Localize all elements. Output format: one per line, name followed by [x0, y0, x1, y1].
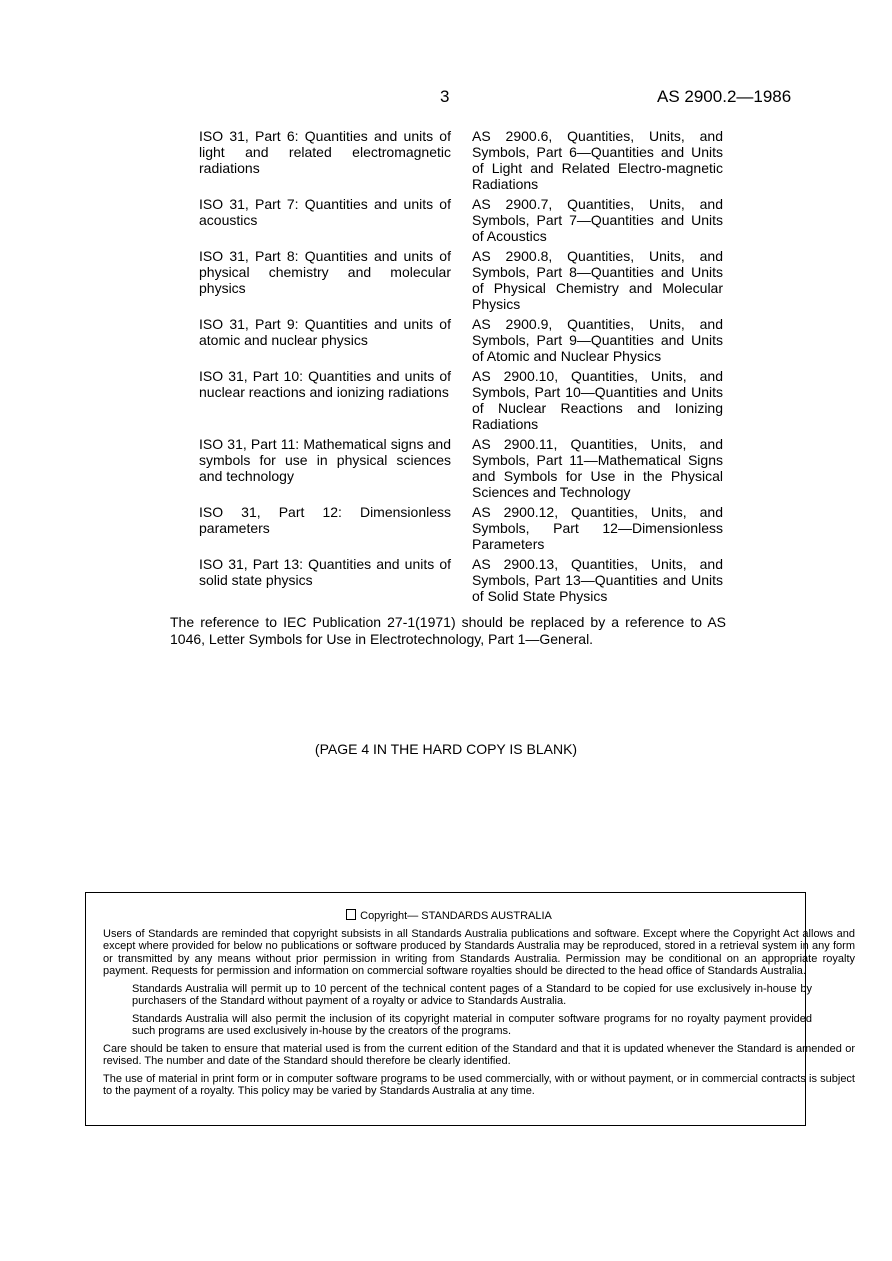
as-reference: AS 2900.7, Quantities, Units, and Symbols, Part 7—Quantities and Units of Acoustics [472, 196, 723, 244]
iec-reference-note: The reference to IEC Publication 27-1(1971) should be replaced by a reference to AS 1046, Letter Symbols for Use in Electrotechnology, Part 1—General. [170, 614, 726, 647]
as-reference: AS 2900.12, Quantities, Units, and Symbols, Part 12—Dimensionless Parameters [472, 504, 723, 552]
as-reference: AS 2900.9, Quantities, Units, and Symbols, Part 9—Quantities and Units of Atomic and Nuclear Physics [472, 316, 723, 364]
as-reference: AS 2900.11, Quantities, Units, and Symbols, Part 11—Mathematical Signs and Symbols for Use in the Physical Sciences and Technology [472, 436, 723, 500]
reference-row [199, 316, 723, 364]
copyright-paragraph: Users of Standards are reminded that copyright subsists in all Standards Australia publications and software. Except where the Copyright Act allows and except where provided for below no publications or software produced by Standards Australia may be reproduced, stored in a retrieval system in any form or transmitted by any means without prior permission in writing from Standards Australia. Permission may be conditional on an appropriate royalty payment. Requests for permission and information on commercial software royalties should be directed to the head office of Standards Australia. [103, 927, 855, 977]
blank-page-note: (PAGE 4 IN THE HARD COPY IS BLANK) [314, 741, 578, 757]
iso-reference: ISO 31, Part 13: Quantities and units of solid state physics [199, 556, 451, 588]
copyright-paragraph: The use of material in print form or in computer software programs to be used commercially, with or without payment, or in commercial contracts is subject to the payment of a royalty. This policy may be varied by Standards Australia at any time. [103, 1072, 855, 1097]
copyright-title: Copyright— STANDARDS AUSTRALIA [360, 910, 552, 922]
iso-reference: ISO 31, Part 7: Quantities and units of acoustics [199, 196, 451, 228]
iso-reference: ISO 31, Part 12: Dimensionless parameters [199, 504, 451, 536]
reference-row [199, 436, 723, 500]
copyright-permission: Standards Australia will also permit the inclusion of its copyright material in computer software programs for no royalty payment provided such programs are used exclusively in-house by the creators of the programs. [132, 1012, 812, 1037]
iso-reference: ISO 31, Part 9: Quantities and units of atomic and nuclear physics [199, 316, 451, 348]
as-reference: AS 2900.13, Quantities, Units, and Symbols, Part 13—Quantities and Units of Solid State Physics [472, 556, 723, 604]
copyright-notice [85, 892, 855, 1126]
copyright-paragraph: Care should be taken to ensure that material used is from the current edition of the Standard and that it is updated whenever the Standard is amended or revised. The number and date of the Standard should therefore be clearly identified. [103, 1042, 855, 1067]
as-reference: AS 2900.10, Quantities, Units, and Symbols, Part 10—Quantities and Units of Nuclear Reactions and Ionizing Radiations [472, 368, 723, 432]
iso-reference: ISO 31, Part 10: Quantities and units of nuclear reactions and ionizing radiations [199, 368, 451, 400]
reference-table [199, 128, 723, 608]
reference-row [199, 128, 723, 192]
reference-row [199, 248, 723, 312]
copyright-symbol-icon [346, 909, 356, 920]
copyright-permission: Standards Australia will permit up to 10 percent of the technical content pages of a Standard to be copied for use exclusively in-house by purchasers of the Standard without payment of a royalty or advice to Standards Australia. [132, 982, 812, 1007]
reference-row [199, 196, 723, 244]
page-number: 3 [440, 87, 450, 106]
reference-row [199, 556, 723, 604]
copyright-heading [103, 909, 855, 923]
document-code: AS 2900.2—1986 [657, 87, 792, 106]
as-reference: AS 2900.6, Quantities, Units, and Symbols, Part 6—Quantities and Units of Light and Related Electro-magnetic Radiations [472, 128, 723, 192]
iso-reference: ISO 31, Part 6: Quantities and units of light and related electromagnetic radiations [199, 128, 451, 176]
iso-reference: ISO 31, Part 8: Quantities and units of physical chemistry and molecular physics [199, 248, 451, 296]
reference-row [199, 368, 723, 432]
reference-row [199, 504, 723, 552]
iso-reference: ISO 31, Part 11: Mathematical signs and symbols for use in physical sciences and technology [199, 436, 451, 484]
as-reference: AS 2900.8, Quantities, Units, and Symbols, Part 8—Quantities and Units of Physical Chemistry and Molecular Physics [472, 248, 723, 312]
